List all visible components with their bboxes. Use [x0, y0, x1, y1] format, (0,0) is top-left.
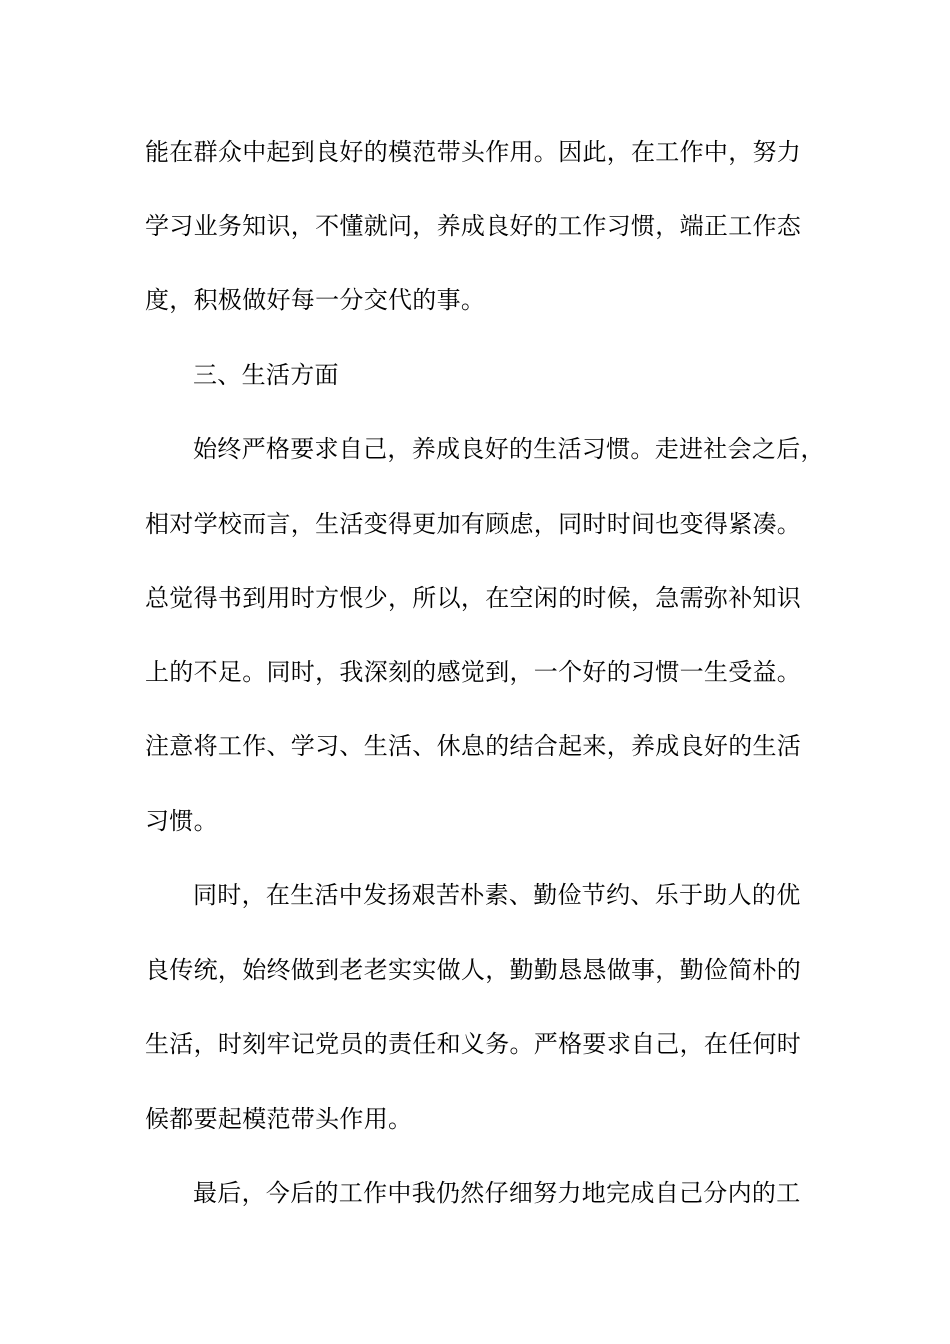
- paragraph-line: 注意将工作、学习、生活、休息的结合起来，养成良好的生活: [145, 732, 802, 760]
- paragraph-line: 度，积极做好每一分交代的事。: [145, 286, 486, 314]
- paragraph-line: 始终严格要求自己，养成良好的生活习惯。走进社会之后，: [193, 435, 825, 463]
- paragraph-line: 学习业务知识，不懂就问，养成良好的工作习惯，端正工作态: [145, 212, 802, 240]
- section-heading: 三、生活方面: [193, 361, 339, 389]
- paragraph-line: 生活，时刻牢记党员的责任和义务。严格要求自己，在任何时: [145, 1030, 802, 1058]
- paragraph-line: 上的不足。同时，我深刻的感觉到，一个好的习惯一生受益。: [145, 658, 802, 686]
- paragraph-line: 最后，今后的工作中我仍然仔细努力地完成自己分内的工: [193, 1179, 801, 1207]
- paragraph-line: 总觉得书到用时方恨少，所以，在空闲的时候，急需弥补知识: [145, 584, 802, 612]
- paragraph-line: 习惯。: [145, 807, 218, 835]
- paragraph-line: 候都要起模范带头作用。: [145, 1105, 413, 1133]
- paragraph-line: 同时，在生活中发扬艰苦朴素、勤俭节约、乐于助人的优: [193, 881, 801, 909]
- paragraph-line: 良传统，始终做到老老实实做人，勤勤恳恳做事，勤俭简朴的: [145, 956, 802, 984]
- paragraph-line: 相对学校而言，生活变得更加有顾虑，同时时间也变得紧凑。: [145, 510, 802, 538]
- paragraph-line: 能在群众中起到良好的模范带头作用。因此，在工作中，努力: [145, 138, 802, 166]
